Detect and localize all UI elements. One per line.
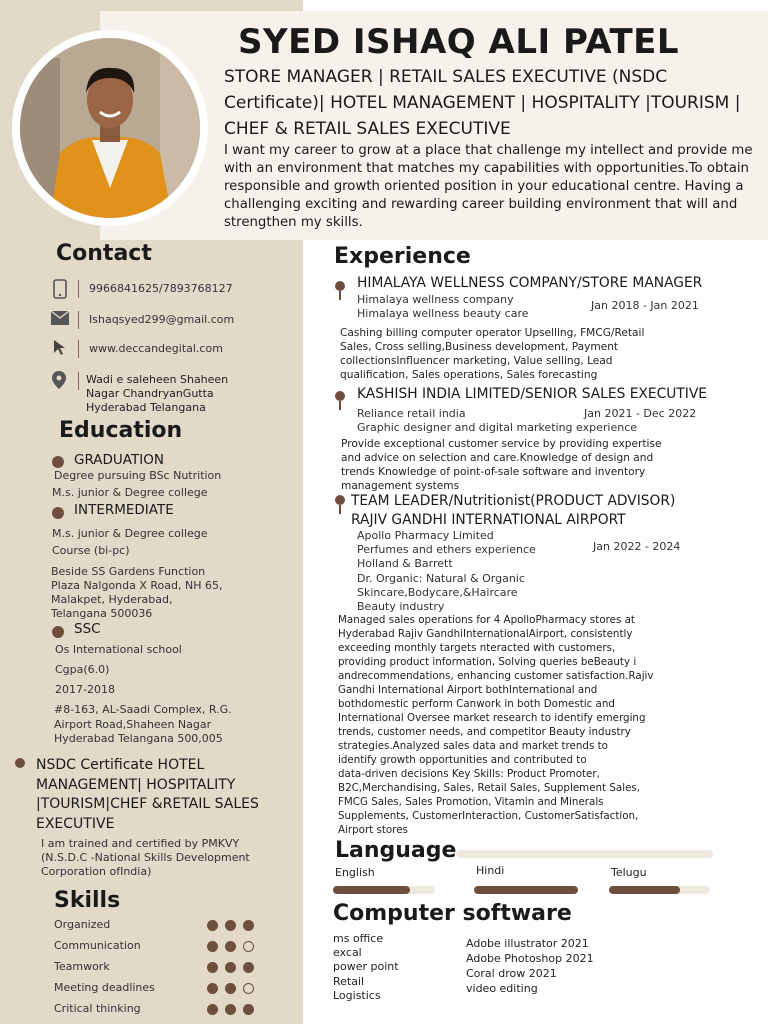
intermediate-course: Course (bi-pc) [52,544,130,557]
profile-photo-frame [12,30,208,226]
address-line-2: Nagar ChandryanGutta [86,387,214,400]
website-divider [78,340,79,358]
intermediate-address-2: Plaza Nalgonda X Road, NH 65, [51,579,223,592]
job1-desc-line: qualification, Sales operations, Sales forecasting [340,369,598,381]
phone-icon [50,279,70,299]
software-item: Adobe Photoshop 2021 [466,952,594,965]
software-item: Retail [333,974,365,988]
software-item: video editing [466,982,538,995]
experience-heading: Experience [334,244,471,269]
job2-title: KASHISH INDIA LIMITED/SENIOR SALES EXECUTIVE [357,386,707,402]
ssc-title: SSC [74,621,101,637]
location-icon [49,371,69,391]
intermediate-address-4: Telangana 500036 [51,607,153,620]
contact-heading: Contact [56,241,152,266]
job2-desc-line: Provide exceptional customer service by providing expertise [341,438,662,450]
person-name: SYED ISHAQ ALI PATEL [238,22,680,62]
job3-desc-line: data-driven decisions Key Skills: Product Promoter, [338,768,600,780]
job1-desc-line: Sales, Cross selling,Business development, Payment [340,341,619,353]
language-label: Telugu [611,866,647,879]
language-bar-track [474,886,578,894]
nsdc-desc-1: I am trained and certified by PMKVY [41,837,240,850]
skill-level-dot-filled [207,1004,218,1015]
skill-level-dot-filled [225,983,236,994]
language-bar-track [609,886,710,894]
job3-desc-line: Airport stores [338,824,408,836]
ssc-address-3: Hyderabad Telangana 500,005 [54,732,223,745]
job3-dates: Jan 2022 - 2024 [593,540,681,553]
skill-level-dot-filled [207,920,218,931]
cursor-icon [50,339,70,359]
job3-desc-line: International Oversee market research to identify emerging [338,712,646,724]
skill-level-dot-filled [243,920,254,931]
graduation-bullet [52,456,64,468]
job3-role-line: Dr. Organic: Natural & Organic [357,571,525,585]
nsdc-desc-2: (N.S.D.C -National Skills Development [41,851,250,864]
job2-experience: Graphic designer and digital marketing experience [357,421,638,434]
language-bar-fill [474,886,578,894]
job3-desc-line: FMCG Sales, Sales Promotion, Vitamin and Minerals [338,796,604,808]
job1-desc-line: collectionsInfluencer marketing, Value selling, Lead [340,355,613,367]
language-label: English [335,866,375,879]
job3-role-line: Skincare,Bodycare,&Haircare [357,585,518,599]
job3-desc-line: Gandhi International Airport bothInternational and [338,684,598,696]
software-item: Logistics [333,988,381,1002]
nsdc-title-line-2: MANAGEMENT| HOSPITALITY [36,776,236,793]
skill-label: Meeting deadlines [54,981,155,994]
job3-desc-line: providing product information, Solving queries beBeauty i [338,656,637,668]
skill-label: Critical thinking [54,1002,141,1015]
skill-level-dot-empty [243,941,254,952]
software-item: Adobe illustrator 2021 [466,937,589,950]
profile-photo [20,38,200,218]
skill-level-dot-filled [207,983,218,994]
graduation-degree: Degree pursuing BSc Nutrition [54,469,222,482]
ssc-school: Os International school [55,643,182,656]
graduation-college: M.s. junior & Degree college [52,486,208,499]
ssc-bullet [52,626,64,638]
email-divider [78,311,79,329]
ssc-address-2: Airport Road,Shaheen Nagar [54,718,212,731]
ssc-years: 2017-2018 [55,683,115,696]
job3-desc-line: Hyderabad Rajiv GandhiInternationalAirport, consistently [338,628,633,640]
job1-desc-line: Cashing billing computer operator Upselling, FMCG/Retail [340,327,645,339]
job3-desc-line: bothdomestic perform Canwork in both Domestic and [338,698,615,710]
skill-level-dot-filled [243,962,254,973]
job2-dates: Jan 2021 - Dec 2022 [584,407,697,420]
job3-roles [357,529,536,614]
job3-role-line: Holland & Barrett [357,557,453,571]
intermediate-address-1: Beside SS Gardens Function [51,565,206,578]
job3-desc-line: andrecommendations, enhancing customer satisfaction.Rajiv [338,670,654,682]
software-item: ms office [333,932,384,945]
job1-division: Himalaya wellness beauty care [357,307,529,320]
skill-level-dot-filled [207,962,218,973]
nsdc-title [36,756,259,834]
skill-level-dot-filled [243,1004,254,1015]
skill-label: Organized [54,918,111,931]
skill-label: Communication [54,939,141,952]
email-address[interactable]: Ishaqsyed299@gmail.com [89,313,235,326]
software-col-2 [466,936,594,996]
language-bar-fill [609,886,680,894]
intermediate-college: M.s. junior & Degree college [52,527,208,540]
job3-location: RAJIV GANDHI INTERNATIONAL AIRPORT [351,512,626,528]
skill-level-dot-filled [207,941,218,952]
website-link[interactable]: www.deccandegital.com [89,342,223,355]
job1-description [340,326,750,382]
software-col-1 [333,932,399,1003]
skill-level-dot-filled [225,941,236,952]
nsdc-title-line-1: NSDC Certificate HOTEL [36,757,205,773]
skill-level-dot-filled [225,920,236,931]
job3-role-line: Perfumes and ethers experience [357,543,536,557]
skill-level-dot-filled [225,1004,236,1015]
job2-desc-line: and advice on selection and care.Knowledge of design and [341,452,654,464]
job3-desc-line: strategies.Analyzed sales data and market trends to [338,740,608,752]
job3-desc-line: trends, customer needs, and competitor Beauty industry [338,726,631,738]
skill-level-dot-filled [225,962,236,973]
software-item: Coral drow 2021 [466,967,557,980]
job2-desc-line: trends Knowledge of point-of-sale software and inventory [341,466,646,478]
job1-company: Himalaya wellness company [357,293,514,306]
nsdc-title-line-4: EXECUTIVE [36,815,115,832]
job3-role-line: Beauty industry [357,600,445,614]
person-illustration [20,38,200,218]
job3-title: TEAM LEADER/Nutritionist(PRODUCT ADVISOR) [351,493,676,509]
job3-desc-line: Supplements, CustomerInteraction, CustomerSatisfaction, [338,810,639,822]
job3-desc-line: B2C,Merchandising, Sales, Retail Sales, Supplement Sales, [338,782,641,794]
skill-label: Teamwork [54,960,110,973]
language-header-bar [456,850,713,858]
language-bar-track [333,886,435,894]
nsdc-bullet [15,758,25,768]
ssc-address-1: #8-163, AL-Saadi Complex, R.G. [54,703,232,716]
nsdc-desc-3: Corporation ofIndia) [41,865,152,878]
job2-marker [335,391,345,401]
intermediate-bullet [52,507,64,519]
intermediate-title: INTERMEDIATE [74,502,174,518]
language-label: Hindi [476,864,505,877]
job3-desc-line: identify growth opportunities and contributed to [338,754,587,766]
language-bar-fill [333,886,410,894]
job3-description [338,613,758,837]
job3-desc-line: Managed sales operations for 4 ApolloPharmacy stores at [338,614,635,626]
graduation-title: GRADUATION [74,452,164,468]
job3-desc-line: exceeding monthly targets nteracted with customers, [338,642,616,654]
phone-number[interactable]: 9966841625/7893768127 [89,282,233,295]
address-line-1: Wadi e saleheen Shaheen [86,373,229,386]
job-titles: STORE MANAGER | RETAIL SALES EXECUTIVE (NSDC Certificate)| HOTEL MANAGEMENT | HOSPITALITY |TOURISM | CHEF & RETAIL SALES EXECUTIVE [224,67,741,139]
job1-title: HIMALAYA WELLNESS COMPANY/STORE MANAGER [357,275,703,291]
software-heading: Computer software [333,901,572,926]
address-line-3: Hyderabad Telangana [86,401,206,414]
job3-marker [335,495,345,505]
software-item: excal [333,946,362,960]
job2-company: Reliance retail india [357,407,466,420]
job1-marker [335,281,345,291]
job3-role-line: Apollo Pharmacy Limited [357,529,494,542]
education-heading: Education [59,418,183,443]
software-item: power point [333,960,399,974]
email-icon [50,310,70,330]
skill-level-dot-empty [243,983,254,994]
career-objective: I want my career to grow at a place that challenge my intellect and provide me with an environment that matches my capabilities with opportunities.To obtain responsible and growth oriented position in your educational centre. Having a challenging exciting and rewarding career building environment that will and strengthen my skills. [224,143,753,230]
job2-desc-line: management systems [341,480,460,492]
skills-heading: Skills [54,888,121,913]
nsdc-title-line-3: |TOURISM|CHEF &RETAIL SALES [36,796,259,812]
phone-divider [78,280,79,298]
ssc-cgpa: Cgpa(6.0) [55,663,110,676]
intermediate-address-3: Malakpet, Hyderabad, [51,593,173,606]
job2-description [341,437,751,493]
address-divider [78,372,79,390]
language-heading: Language [335,838,457,863]
job1-dates: Jan 2018 - Jan 2021 [591,299,699,312]
